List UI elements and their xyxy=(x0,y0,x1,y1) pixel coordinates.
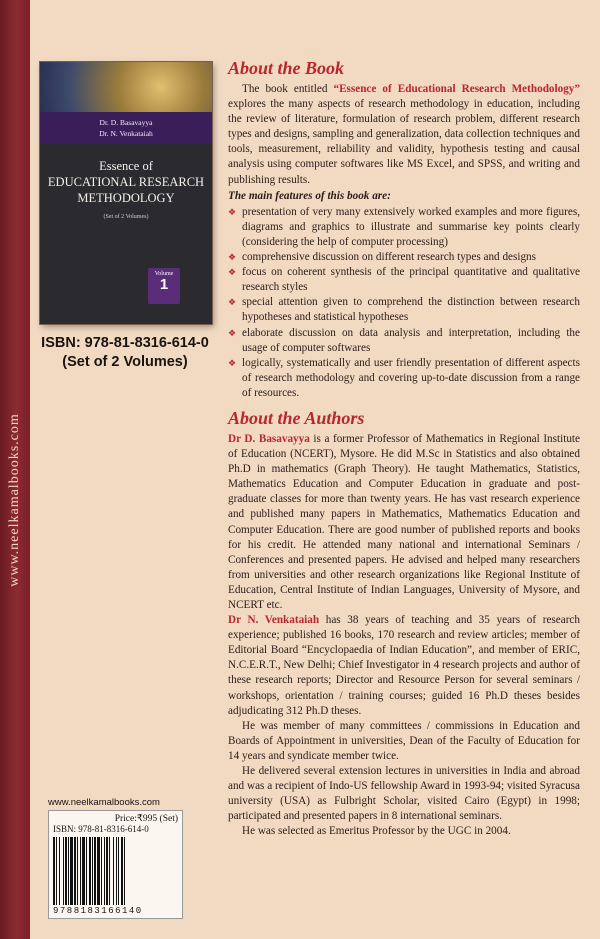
about-book-intro: The book entitled “Essence of Educational Research Methodology” explores the many aspects of research methodology in education, including the review of literature, formulation of research problem, different research types and designs, sampling and generalization, data collection techniques and tools, measurement, reliability and validity, hypothesis testing and causal analysis using computer softwares like MS Excel, and SPSS, and writing and publishing results. xyxy=(228,83,580,186)
barcode-digits: 9788183166140 xyxy=(53,906,143,916)
publisher-url: www.neelkamalbooks.com xyxy=(48,797,160,808)
isbn-number: ISBN: 978-81-8316-614-0 xyxy=(41,335,209,351)
cover-title: Essence of EDUCATIONAL RESEARCH METHODOLOGY xyxy=(47,159,205,205)
author2-committees: He was member of many committees / commissions in Education and Boards of Appointment in universities, Dean of the Faculty of Education for 14 years and syndicate member twice. xyxy=(228,719,580,762)
author1-name: Dr D. Basavayya xyxy=(228,432,310,445)
feature-item: ❖ special attention given to comprehend the distinction between research hypotheses and statistical hypotheses xyxy=(228,295,580,325)
author2-emeritus: He was selected as Emeritus Professor by the UGC in 2004. xyxy=(242,825,511,838)
author1-bio: Dr D. Basavayya is a former Professor of Mathematics in Regional Institute of Education (NCERT), Mysore. He did M.Sc in Statistics and also obtained Ph.D in mathematics (Graph Theory). He taught Mathematics, Statistics, Mathematics Education and Computer Education in graduate and post-graduate classes for more than twenty years. He has vast research experience and published many papers in Mathematics, Mathematics Education and Computer Education. There are good number of published reports and books for his credit. He attended many national and international Seminars / Conferences and presented papers. He advised and helped many researchers from universities and other research organizations like Regional Institute of Education, Central Institute of Indian Languages, University of Mysore, and NCERT etc. xyxy=(228,432,580,611)
cover-volume-badge: Volume 1 xyxy=(148,268,180,304)
cover-authors xyxy=(40,112,212,144)
author2-bio: Dr N. Venkataiah has 38 years of teaching and 35 years of research experience; published 16 books, 170 research and review articles; member of Editorial Board “Encyclopaedia of Indian Education”, and member of ERIC, N.C.E.R.T., New Delhi; Chief Investigator in 4 research projects and author of these research reports; Director and Resource Person for several seminars / workshops, orientation / training courses; guided 16 Ph.D theses besides adjudicating 312 Ph.D theses. xyxy=(228,614,580,717)
feature-item: ❖ comprehensive discussion on different research types and designs xyxy=(228,250,580,265)
barcode-isbn: ISBN: 978-81-8316-614-0 xyxy=(53,824,149,834)
author2-lectures: He delivered several extension lectures in universities in India and abroad and was a recipient of Indo-US fellowship Award in 1993-94; visited Syracusa university (USA) as Fulbright Scholar, visited Cairo (Egypt) in 1998; participated and presented papers in 8 international seminars. xyxy=(228,765,580,823)
feature-item: ❖ elaborate discussion on data analysis and interpretation, including the usage of computer softwares xyxy=(228,326,580,356)
about-authors-heading: About the Authors xyxy=(228,407,365,428)
price-label: Price:₹995 (Set) xyxy=(114,814,178,824)
price-barcode-block xyxy=(48,797,183,919)
cover-author-1: Dr. D. Basavayya xyxy=(99,118,153,127)
feature-item: ❖ focus on coherent synthesis of the principal quantitative and qualitative research styles xyxy=(228,265,580,295)
feature-item: ❖ logically, systematically and user friendly presentation of different aspects of research methodology and covering up-to-date discussion from a range of resources. xyxy=(228,356,580,401)
feature-item: ❖ presentation of very many extensively worked examples and more figures, diagrams and graphics to illustrate and summarise key points clearly (considering the help of computer processing) xyxy=(228,205,580,250)
barcode-stripe xyxy=(125,837,128,905)
cover-subtitle: (Set of 2 Volumes) xyxy=(103,214,149,220)
cover-globe-image xyxy=(40,62,212,112)
back-cover-text xyxy=(228,57,580,840)
isbn-set-note: (Set of 2 Volumes) xyxy=(62,354,188,370)
spine-website: www.neelkamalbooks.com xyxy=(7,413,22,587)
cover-author-2: Dr. N. Venkataiah xyxy=(99,129,153,138)
features-list xyxy=(228,205,580,401)
features-title: The main features of this book are: xyxy=(228,189,391,202)
barcode xyxy=(53,837,178,905)
about-book-heading: About the Book xyxy=(228,58,345,78)
front-cover-thumbnail xyxy=(40,62,212,324)
author2-name: Dr N. Venkataiah xyxy=(228,614,320,627)
isbn-block xyxy=(30,334,220,372)
price-box xyxy=(48,810,183,919)
book-title-highlight: “Essence of Educational Research Methodology” xyxy=(333,83,580,95)
